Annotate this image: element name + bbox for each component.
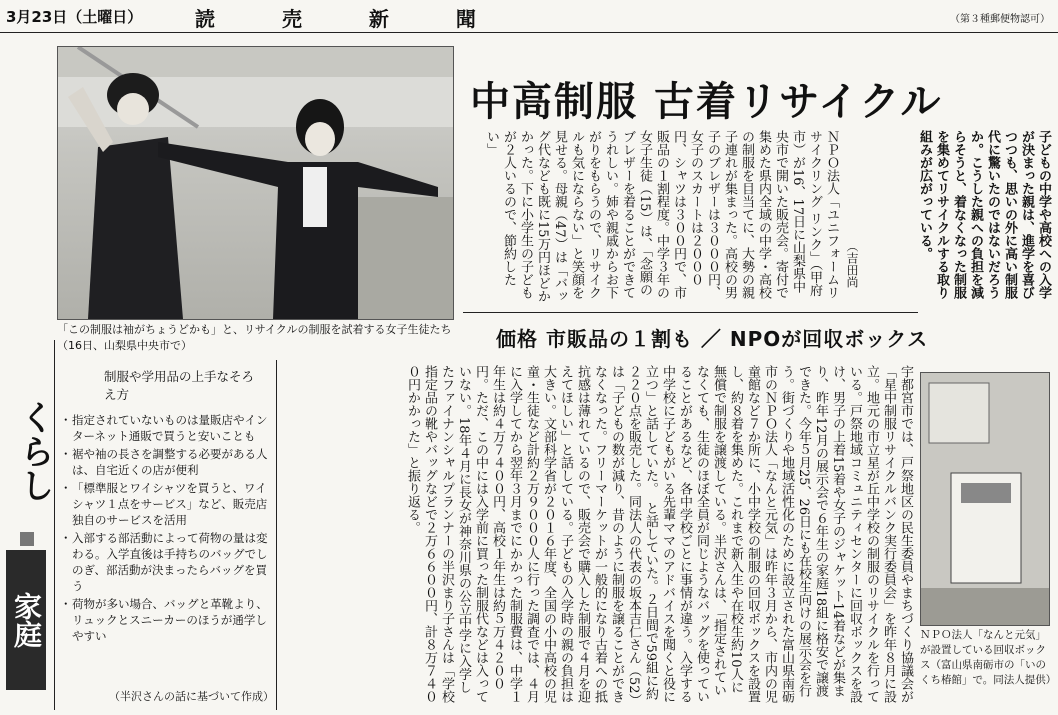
column-rule <box>276 360 277 710</box>
tip-item: ・ 「標準服とワイシャツを買うと、ワイシャツ１点をサービス」など、販売店独自のサービスを活用 <box>60 480 274 528</box>
photo-caption: 「この制服は袖がちょうどかも」と、リサイクルの制服を試着する女子生徒たち（16日、山梨県中央市で） <box>57 323 452 352</box>
byline: （吉田尚 <box>845 240 859 288</box>
lead-paragraph: 子どもの中学や高校への入学が決まった親は、進学を喜びつつも、思いの外に高い制服代に驚いたのではないだろうか。こうした親への負担を減らそうと、着なくなった制服を集めてリサイクルする取り組みが広がっている。 <box>917 130 1051 299</box>
fitting-photo <box>57 46 454 320</box>
tip-item: ・ 入部する部活動によって荷物の量は変わる。入学直後は手持ちのバッグでしのぎ、部活動が決まったらバッグを買う <box>60 530 274 594</box>
subhead: 価格 市販品の１割も ／ NPOが回収ボックス <box>496 327 929 351</box>
article-body-1: ＮＰＯ法人「ユニフォームリサイクリング リンク」（甲府市）が16、17日に山梨県中央市で開いた販売会。寄付で集めた県内全域の中学・高校の制服を目当てに、大勢の親子連れが集まった。高校の男子のブレザーは３０００円、女子のスカートは２０００円、シャツは３００円で、市販品の１割程度。中学３年の女子生徒（15）は、「念願のブレザーを着ることができてうれしい。姉や親戚からお下がりをもらうので、リサイクルも気にならない」と笑顔を見せる。母親（47）は「バッグ代なども既に15万円ほどかかった。下に小学生の子どもが２人いるので、節約したい」 <box>484 130 839 303</box>
tips-box <box>58 360 274 705</box>
tips-list <box>60 412 274 646</box>
section-divider <box>20 532 34 546</box>
tips-title: 制服や学用品の上手なそろえ方 <box>104 369 255 402</box>
section-katei: 家庭 <box>6 550 46 690</box>
tips-source: （半沢さんの話に基づいて作成） <box>109 690 274 703</box>
article-body-2: 宇都宮市では、戸祭地区の民生委員やまちづくり協議会が「星中制服リサイクルバンク実行委員会」を昨年８月に設立。地元の市立星が丘中学校の制服のリサイクルを行っている。戸祭地域コミュニティセンターに回収ボックスを設け、男子の上着15着や女子のジャケット14着などが集まり、昨年12月の展示会で６年生の家庭18組に格安で譲渡できた。今年５月25、26日にも在校生向けの展示会を行う。街づくりや地域活性化のために設立された富山県南砺市のＮＰＯ法人「なんと元気」は昨年３月から、市内の児童館など７か所に、小中学校の制服の回収ボックスを設置し、約８着を集めた。これまで新入生や在校生約10人に無償で制服を譲渡している。半沢さんは、「指定されていなくても、生徒のほぼ全員が同じようなバッグを使っていることがあるなど、各中学校ごとに事情が違う。入学する中学校に子どもがいる先輩ママのアドバイスを聞くと役に立つ」と話していた。 と話していた。２日間で59組に約２２０点を販売した。同法人の代表の坂本吉仁さん（52）は「子どもの数が減り、昔のように制服を譲ることができなくなった。フリーマーケットが一般的になり古着への抵抗感は薄れているので、販売会で購入した制服で４月を迎えてほしい」と話している。子どもの入学時の親の負担は大きい。文部科学省が２０１６年度、全国の小中高校の児童・生徒など計約２万９０００人に行った調査では、４月に入学してから翌年３月までにかかった制服費は、中学１年生は約４万７４００円、高校１年生は約５万４２００円。ただ、この中には入学前に買った制服代などは入っていない。18年４月に長女が神奈川県の公立中学に入学したファイナンシャルプランナーの半沢まり子さんは「学校指定品の靴やバッグなどで２万６６００円、計８万７４００円かかった」と振り返る。 <box>405 365 913 703</box>
section-label <box>6 400 54 700</box>
tip-item: ・ 指定されていないものは量販店やインターネット通販で買うと安いことも <box>60 412 274 444</box>
issue-date: 3月23日（土曜日） <box>6 8 143 26</box>
tip-item: ・ 裾や袖の長さを調整する必要がある人は、自宅近くの店が便利 <box>60 446 274 478</box>
tip-item: ・ 荷物が多い場合、バッグと革靴より、リュックとスニーカーのほうが通学しやすい <box>60 596 274 644</box>
page-header <box>0 0 1058 33</box>
column-rule <box>54 340 55 710</box>
headline: 中高制服 古着リサイクル <box>470 79 943 125</box>
collection-box-photo <box>920 372 1050 626</box>
postal-note: （第３種郵便物認可） <box>950 14 1050 25</box>
divider <box>463 312 918 313</box>
collection-box-caption: ＮＰＯ法人「なんと元気」が設置している回収ボックス（富山県南砺市の「いのくち椿館」で。同法人提供） <box>920 629 1057 686</box>
newspaper-name: 読 売 新 聞 <box>195 7 506 31</box>
section-kurashi: くらし <box>14 400 54 502</box>
